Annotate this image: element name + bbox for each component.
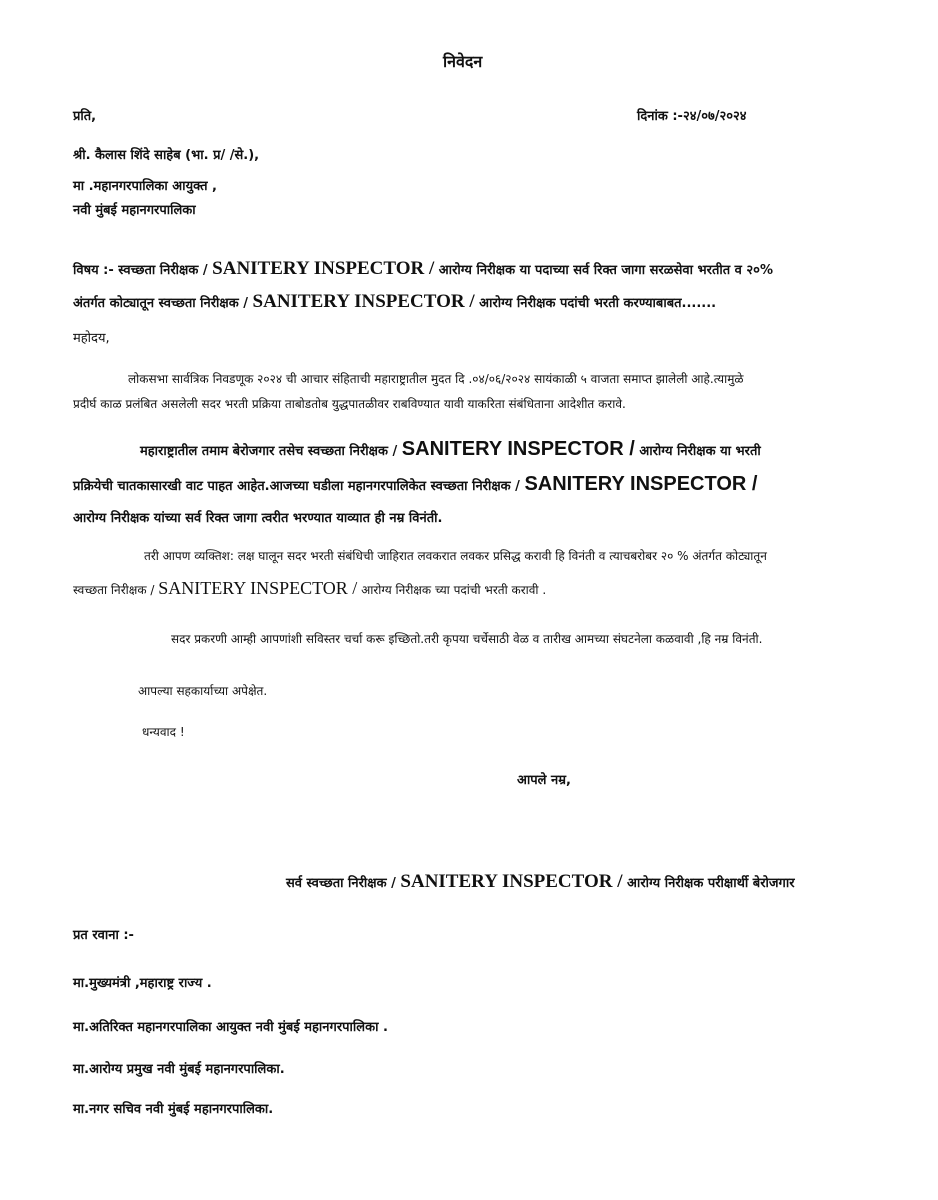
paragraph-2-prefix: महाराष्ट्रातील तमाम बेरोजगार तसेच स्वच्छता निरीक्षक /	[140, 444, 398, 459]
paragraph-3-line-2	[73, 578, 546, 599]
signature-suffix: आरोग्य निरीक्षक परीक्षार्थी बेरोजगार	[627, 876, 795, 891]
sanitery-inspector-term: SANITERY INSPECTOR /	[400, 871, 623, 892]
paragraph-1-line-1: लोकसभा सार्वत्रिक निवडणूक २०२४ ची आचार संहिताची महाराष्ट्रातील मुदत दि .०४/०६/२०२४ सायंकाळी ५ वाजता समाप्त झालेली आहे.त्यामुळे	[128, 372, 744, 386]
paragraph-2-line-3: आरोग्य निरीक्षक यांच्या सर्व रिक्त जागा त्वरीत भरण्यात याव्यात ही नम्र विनंती.	[73, 511, 443, 526]
copy-item: मा.अतिरिक्त महानगरपालिका आयुक्त नवी मुंबई महानगरपालिका .	[73, 1020, 388, 1035]
sanitery-inspector-term: SANITERY INSPECTOR /	[212, 258, 435, 279]
sanitery-inspector-term: SANITERY INSPECTOR /	[524, 473, 758, 495]
closing-line: आपले नम्र,	[517, 773, 571, 788]
copy-item: मा.नगर सचिव नवी मुंबई महानगरपालिका.	[73, 1102, 274, 1117]
recipient-org: नवी मुंबई महानगरपालिका	[73, 203, 196, 218]
sanitery-inspector-term: SANITERY INSPECTOR /	[252, 291, 475, 312]
page-title: निवेदन	[443, 52, 483, 71]
paragraph-2-line-2	[73, 473, 757, 496]
subject-line-1	[73, 258, 773, 280]
sanitery-inspector-term: SANITERY INSPECTOR /	[401, 438, 635, 460]
subject-suffix-2: आरोग्य निरीक्षक पदांची भरती करण्याबाबत.......	[479, 296, 717, 311]
copies-label: प्रत रवाना :-	[73, 928, 134, 943]
paragraph-2-line-1	[140, 438, 761, 461]
paragraph-4: सदर प्रकरणी आम्ही आपणांशी सविस्तर चर्चा करू इच्छितो.तरी कृपया चर्चेसाठी वेळ व तारीख आमच्या संघटनेला कळवावी ,हि नम्र विनंती.	[171, 632, 763, 646]
paragraph-2-line-2-text: प्रक्रियेची चातकासारखी वाट पाहत आहेत.आजच्या घडीला महानगरपालिकेत स्वच्छता निरीक्षक /	[73, 479, 520, 494]
paragraph-2-suffix: आरोग्य निरीक्षक या भरती	[639, 444, 761, 459]
salutation: महोदय,	[73, 331, 110, 346]
recipient-title: मा .महानगरपालिका आयुक्त ,	[73, 179, 217, 194]
paragraph-3-suffix: आरोग्य निरीक्षक च्या पदांची भरती करावी .	[361, 583, 547, 597]
signature-prefix: सर्व स्वच्छता निरीक्षक /	[286, 876, 396, 891]
paragraph-3-prefix: स्वच्छता निरीक्षक /	[73, 583, 155, 597]
paragraph-3-line-1: तरी आपण व्यक्तिश: लक्ष घालून सदर भरती संबंधिची जाहिरात लवकरात लवकर प्रसिद्ध करावी हि विनंती व त्याचबरोबर २० % अंतर्गत कोट्यातून	[144, 549, 767, 563]
thanks-line: धन्यवाद !	[142, 725, 185, 739]
copy-item: मा.मुख्यमंत्री ,महाराष्ट्र राज्य .	[73, 976, 212, 991]
recipient-name: श्री. कैलास शिंदे साहेब (भा. प्र/ /से.),	[73, 148, 260, 163]
subject-prefix: विषय :- स्वच्छता निरीक्षक /	[73, 263, 208, 278]
cooperation-line: आपल्या सहकार्याच्या अपेक्षेत.	[138, 684, 268, 698]
paragraph-1-line-2: प्रदीर्घ काळ प्रलंबित असलेली सदर भरती प्रक्रिया ताबोडतोब युद्धपातळीवर राबविण्यात यावी याकरिता संबंधिताना आदेशीत करावे.	[73, 397, 626, 411]
subject-suffix: आरोग्य निरीक्षक या पदाच्या सर्व रिक्त जागा सरळसेवा भरतीत व २०%	[438, 263, 773, 278]
to-label: प्रति,	[73, 109, 97, 124]
signature-line	[286, 871, 795, 893]
sanitery-inspector-term: SANITERY INSPECTOR /	[158, 578, 358, 598]
letter-date: दिनांक :-२४/०७/२०२४	[637, 109, 747, 124]
copy-item: मा.आरोग्य प्रमुख नवी मुंबई महानगरपालिका.	[73, 1062, 285, 1077]
subject-prefix-2: अंतर्गत कोट्यातून स्वच्छता निरीक्षक /	[73, 296, 248, 311]
subject-line-2	[73, 291, 716, 313]
